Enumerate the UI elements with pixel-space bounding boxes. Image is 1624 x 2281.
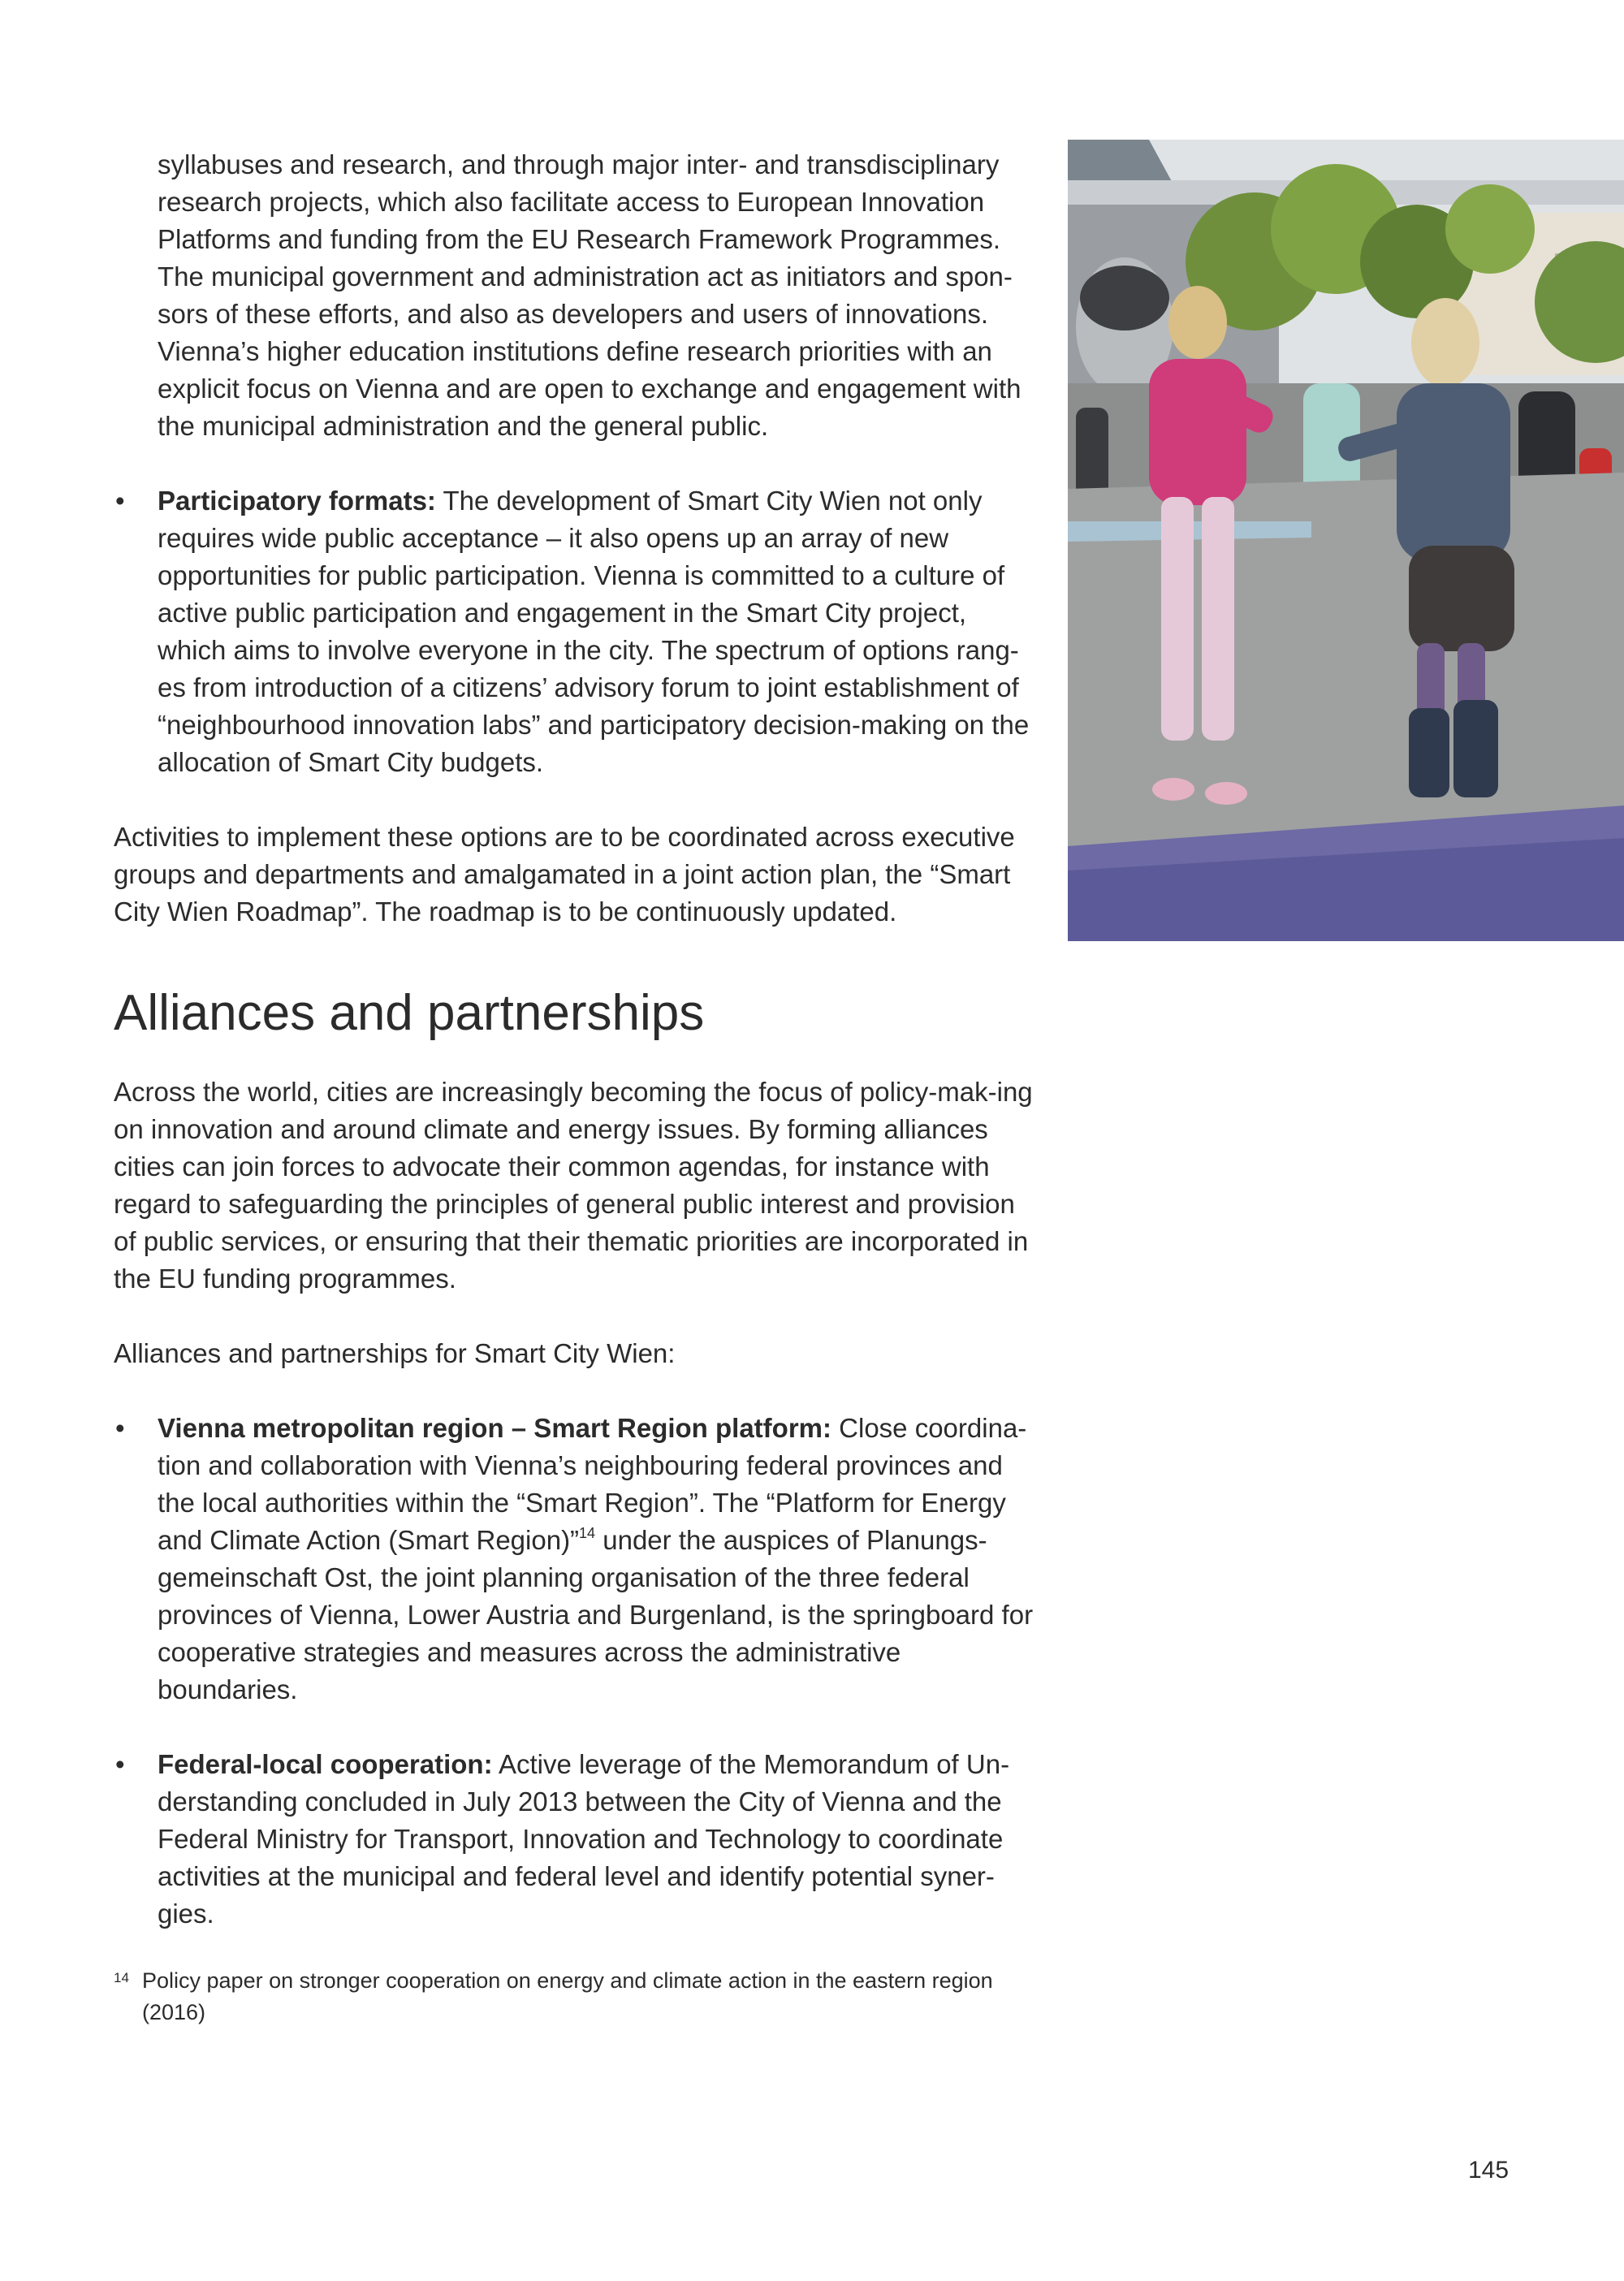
- footnote-reference: 14: [579, 1525, 596, 1541]
- bullet-smart-region: [114, 1410, 1039, 1709]
- bullet-text-cont: under the auspices of Planungs-gemeinschaft Ost, the joint planning organisation of the three federal provinces of Vienna, Lower Austria and Burgenland, is the springboard for cooperative strategies and measures across the administrative boundaries.: [158, 1525, 1034, 1704]
- bullet-marker: •: [115, 486, 125, 516]
- activities-paragraph: Activities to implement these options are to be coordinated across executive groups and departments and amalgamated in a joint action plan, the “Smart City Wien Roadmap”. The roadmap is to be continuously updated.: [114, 822, 1015, 927]
- page-number: 145: [1468, 2157, 1510, 2184]
- bullet-marker: •: [115, 1413, 125, 1443]
- section-heading: Alliances and partnerships: [114, 985, 705, 1041]
- bullet-label: Federal-local cooperation:: [158, 1749, 493, 1779]
- bullet-label: Participatory formats:: [158, 486, 436, 516]
- alliances-intro-paragraph: Across the world, cities are increasingly becoming the focus of policy-mak-ing on innovation and around climate and energy issues. By forming alliances cities can join forces to advocate their common agendas, for instance with regard to safeguarding the principles of general public interest and provision of public services, or ensuring that their thematic priorities are incorporated in the EU funding programmes.: [114, 1077, 1033, 1294]
- intro-continuation: syllabuses and research, and through major inter- and transdisciplinary research projects, which also facilitate access to European Innovation Platforms and funding from the EU Research Framework Programmes. The municipal government and administration act as initiators and spon-sors of these efforts, and also as developers and users of innovations. Vienna’s higher education institutions define research priorities with an explicit focus on Vienna and are open to exchange and engagement with the municipal administration and the general public.: [158, 149, 1021, 441]
- bullet-label: Vienna metropolitan region – Smart Region platform:: [158, 1413, 831, 1443]
- footnote-text: Policy paper on stronger cooperation on energy and climate action in the eastern region (2016): [142, 1968, 993, 2024]
- footnote: [114, 1965, 1039, 2028]
- footnote-number: 14: [114, 1970, 129, 1985]
- bullet-federal-cooperation: [114, 1746, 1039, 1933]
- bullet-text: Active leverage of the Memorandum of Un-derstanding concluded in July 2013 between the City of Vienna and the Federal Ministry for Transport, Innovation and Technology to coordinate activities at the municipal and federal level and identify potential syner-gies.: [158, 1749, 1010, 1929]
- main-text-column: [114, 146, 1039, 2028]
- bullet-text: Close coordina-tion and collaboration with Vienna’s neighbouring federal provinces and the local authorities within the “Smart Region”. The “Platform for Energy and Climate Action (Smart Region)”: [158, 1413, 1027, 1555]
- children-photo: [1068, 140, 1624, 941]
- bullet-text: The development of Smart City Wien not only requires wide public acceptance – it also opens up an array of new opportunities for public participation. Vienna is committed to a culture of active public participation and engagement in the Smart City project, which aims to involve everyone in the city. The spectrum of options rang-es from introduction of a citizens’ advisory forum to joint establishment of “neighbourhood innovation labs” and participatory decision-making on the allocation of Smart City budgets.: [158, 486, 1030, 777]
- bullet-marker: •: [115, 1749, 125, 1779]
- alliances-list-lead: Alliances and partnerships for Smart City Wien:: [114, 1338, 676, 1368]
- bullet-participatory-formats: [114, 482, 1039, 781]
